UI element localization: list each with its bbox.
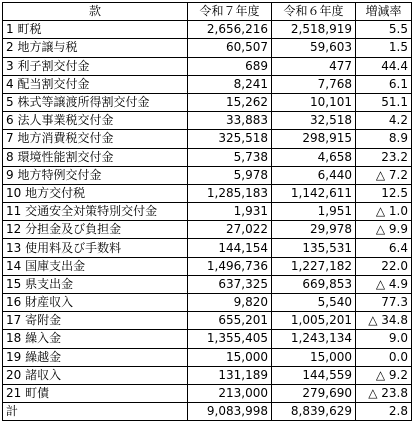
header-fy6: 令和６年度 [272,3,356,21]
row-change-rate: △ 7.2 [356,166,412,184]
row-fy6-value: 135,531 [272,239,356,257]
row-fy6-value: 10,101 [272,93,356,111]
row-fy6-value: 5,540 [272,294,356,312]
table-row [3,75,412,93]
row-item-name: 14 国庫支出金 [3,257,188,275]
table-row [3,257,412,275]
table-row [3,275,412,293]
row-change-rate: 23.2 [356,148,412,166]
row-fy6-value: 15,000 [272,348,356,366]
table-row [3,239,412,257]
total-change-rate: 2.8 [356,403,412,421]
row-fy7-value: 1,355,405 [188,330,272,348]
row-fy7-value: 213,000 [188,384,272,402]
row-change-rate: 4.2 [356,112,412,130]
total-row [3,403,412,421]
table-row [3,21,412,39]
row-item-name: 11 交通安全対策特別交付金 [3,203,188,221]
row-fy7-value: 325,518 [188,130,272,148]
row-change-rate: 6.1 [356,75,412,93]
row-fy7-value: 131,189 [188,366,272,384]
row-item-name: 19 繰越金 [3,348,188,366]
row-change-rate: 44.4 [356,57,412,75]
row-change-rate: 0.0 [356,348,412,366]
table-row [3,203,412,221]
row-fy6-value: 298,915 [272,130,356,148]
row-item-name: 9 地方特例交付金 [3,166,188,184]
row-fy6-value: 1,005,201 [272,312,356,330]
row-item-name: 18 繰入金 [3,330,188,348]
table-row [3,312,412,330]
row-fy6-value: 1,243,134 [272,330,356,348]
row-change-rate: △ 4.9 [356,275,412,293]
table-row [3,366,412,384]
row-fy6-value: 7,768 [272,75,356,93]
row-fy6-value: 477 [272,57,356,75]
table-row [3,93,412,111]
row-fy6-value: 29,978 [272,221,356,239]
row-fy7-value: 27,022 [188,221,272,239]
row-change-rate: 12.5 [356,184,412,202]
row-fy7-value: 60,507 [188,39,272,57]
row-change-rate: 22.0 [356,257,412,275]
row-item-name: 5 株式等譲渡所得割交付金 [3,93,188,111]
row-fy7-value: 15,262 [188,93,272,111]
row-change-rate: 6.4 [356,239,412,257]
row-fy7-value: 5,738 [188,148,272,166]
row-change-rate: 1.5 [356,39,412,57]
row-fy6-value: 144,559 [272,366,356,384]
row-fy6-value: 32,518 [272,112,356,130]
row-change-rate: △ 1.0 [356,203,412,221]
table-row [3,294,412,312]
row-change-rate: 9.0 [356,330,412,348]
table-row [3,184,412,202]
row-fy7-value: 5,978 [188,166,272,184]
table-row [3,112,412,130]
row-change-rate: △ 23.8 [356,384,412,402]
row-fy6-value: 59,603 [272,39,356,57]
row-item-name: 8 環境性能割交付金 [3,148,188,166]
row-fy7-value: 33,883 [188,112,272,130]
row-change-rate: △ 9.9 [356,221,412,239]
table-row [3,384,412,402]
table-row [3,166,412,184]
row-item-name: 13 使用料及び手数料 [3,239,188,257]
row-fy7-value: 8,241 [188,75,272,93]
table-row [3,130,412,148]
row-change-rate: △ 34.8 [356,312,412,330]
table-row [3,148,412,166]
table-row [3,330,412,348]
table-row [3,348,412,366]
row-fy7-value: 689 [188,57,272,75]
row-fy6-value: 669,853 [272,275,356,293]
table-row [3,39,412,57]
row-fy6-value: 1,142,611 [272,184,356,202]
row-fy7-value: 9,820 [188,294,272,312]
header-rate: 増減率 [356,3,412,21]
row-fy7-value: 1,285,183 [188,184,272,202]
row-item-name: 3 利子割交付金 [3,57,188,75]
row-fy7-value: 144,154 [188,239,272,257]
row-item-name: 20 諸収入 [3,366,188,384]
row-item-name: 21 町債 [3,384,188,402]
row-change-rate: 5.5 [356,21,412,39]
header-fy7: 令和７年度 [188,3,272,21]
row-fy6-value: 1,227,182 [272,257,356,275]
row-fy6-value: 2,518,919 [272,21,356,39]
table-row [3,57,412,75]
row-item-name: 12 分担金及び負担金 [3,221,188,239]
row-fy6-value: 4,658 [272,148,356,166]
total-label: 計 [3,403,188,421]
header-item: 款 [3,3,188,21]
row-fy6-value: 279,690 [272,384,356,402]
row-fy7-value: 2,656,216 [188,21,272,39]
row-item-name: 15 県支出金 [3,275,188,293]
row-fy6-value: 1,951 [272,203,356,221]
header-row [3,3,412,21]
row-change-rate: 77.3 [356,294,412,312]
row-change-rate: 8.9 [356,130,412,148]
row-item-name: 10 地方交付税 [3,184,188,202]
row-fy7-value: 1,496,736 [188,257,272,275]
row-item-name: 2 地方譲与税 [3,39,188,57]
row-item-name: 6 法人事業税交付金 [3,112,188,130]
row-item-name: 1 町税 [3,21,188,39]
row-change-rate: △ 9.2 [356,366,412,384]
table-row [3,221,412,239]
revenue-table [2,2,412,421]
row-item-name: 4 配当割交付金 [3,75,188,93]
row-fy7-value: 637,325 [188,275,272,293]
row-item-name: 7 地方消費税交付金 [3,130,188,148]
row-fy6-value: 6,440 [272,166,356,184]
total-fy6-value: 8,839,629 [272,403,356,421]
row-item-name: 16 財産収入 [3,294,188,312]
row-fy7-value: 15,000 [188,348,272,366]
row-fy7-value: 655,201 [188,312,272,330]
row-item-name: 17 寄附金 [3,312,188,330]
total-fy7-value: 9,083,998 [188,403,272,421]
row-fy7-value: 1,931 [188,203,272,221]
row-change-rate: 51.1 [356,93,412,111]
